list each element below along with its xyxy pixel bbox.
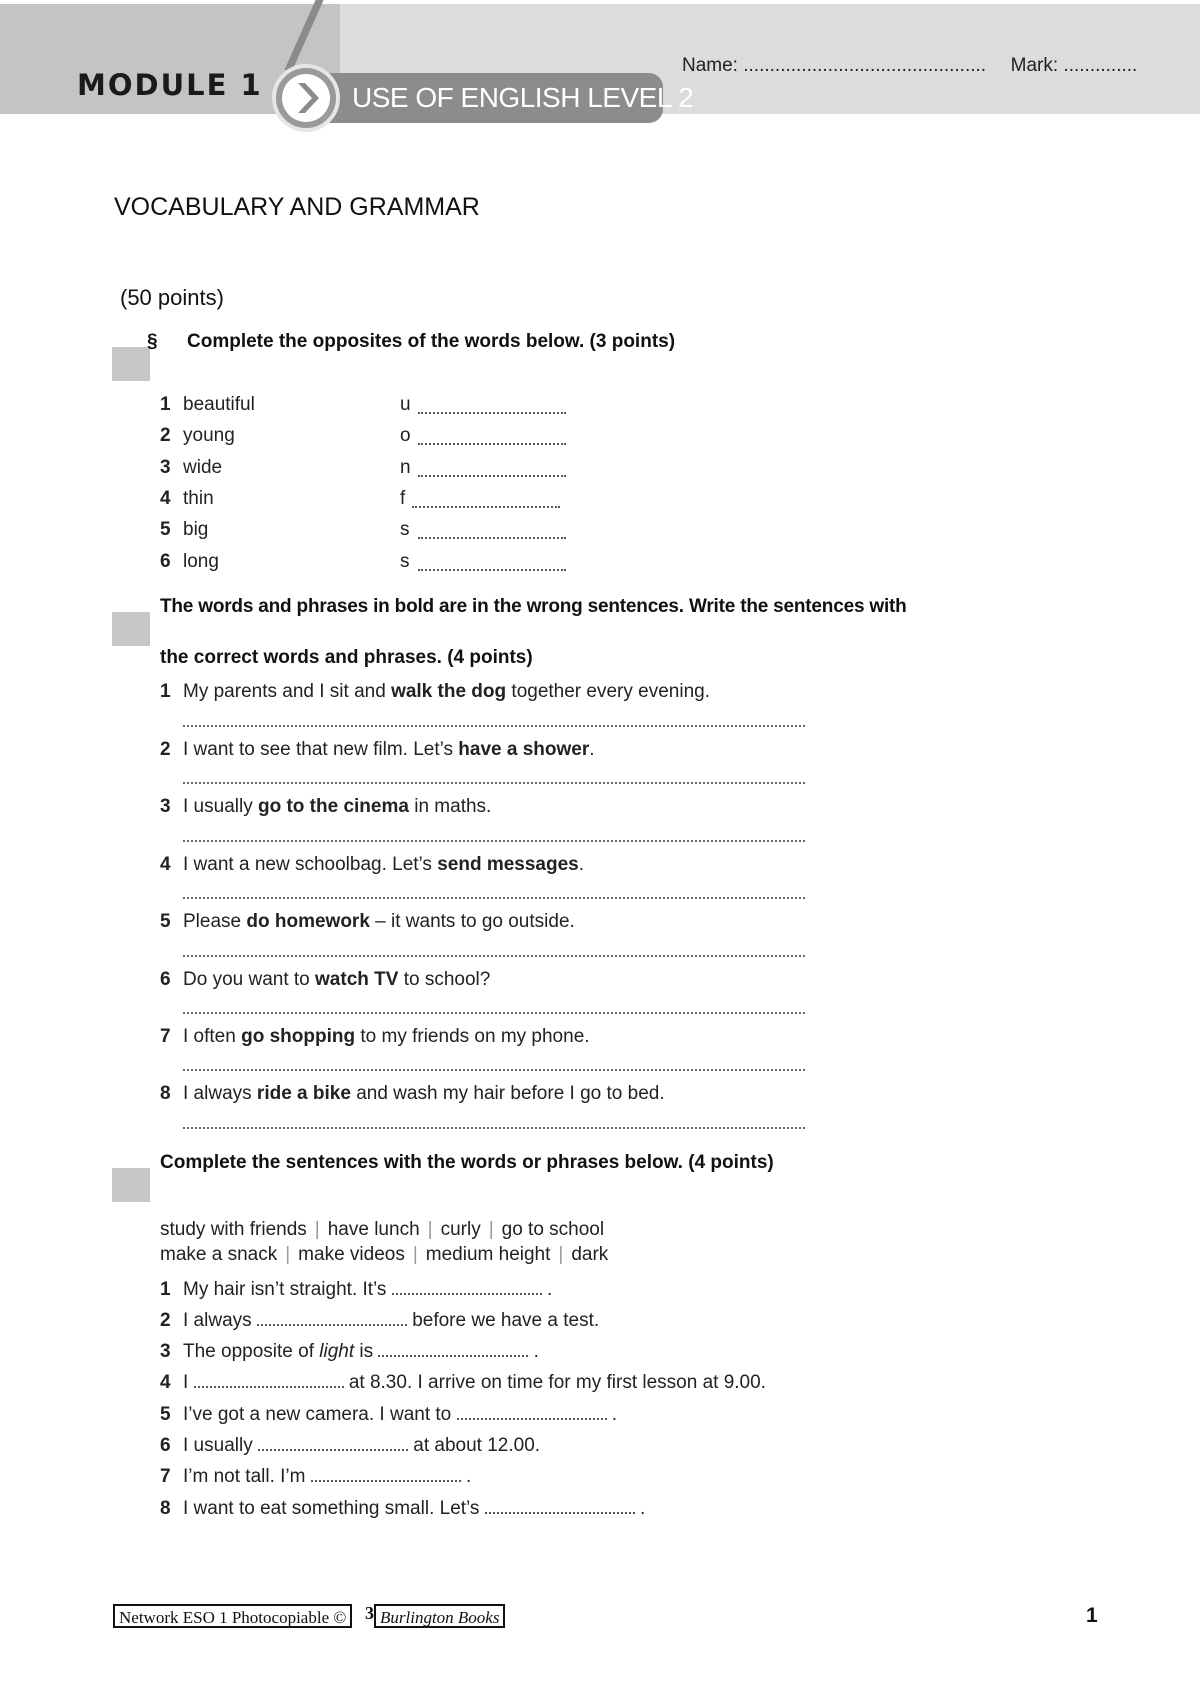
mark-field[interactable]: ..............: [1063, 55, 1138, 76]
exercise-1-bullet: §: [147, 331, 158, 352]
exercise-1-score-box: [112, 347, 150, 381]
answer-blank[interactable]: [418, 398, 566, 414]
footer-mark: 3: [365, 1603, 374, 1623]
answer-blank[interactable]: [418, 555, 566, 571]
chevron-right-icon: [282, 74, 330, 122]
answer-blank[interactable]: [418, 523, 566, 539]
level-title: USE OF ENGLISH LEVEL 2: [352, 82, 694, 113]
footer-copyright: Network ESO 1 Photocopiable ©: [113, 1604, 352, 1628]
answer-line[interactable]: [183, 955, 805, 957]
footer-publisher: Burlington Books: [374, 1604, 505, 1628]
mark-label: Mark:: [1010, 55, 1059, 76]
module-title: MODULE 1: [77, 68, 263, 102]
exercise-2-score-box: [112, 612, 150, 646]
section-points: (50 points): [120, 285, 224, 310]
answer-line[interactable]: [183, 1127, 805, 1129]
answer-blank[interactable]: [311, 1466, 461, 1482]
answer-blank[interactable]: [194, 1372, 344, 1388]
answer-blank[interactable]: [412, 492, 560, 508]
answer-blank[interactable]: [257, 1310, 407, 1326]
name-field[interactable]: ..............................................: [743, 55, 987, 76]
section-title: VOCABULARY AND GRAMMAR: [114, 193, 480, 221]
exercise-2-instruction-line-1: The words and phrases in bold are in the wrong sentences. Write the sentences with: [160, 596, 907, 617]
answer-line[interactable]: [183, 725, 805, 727]
answer-blank[interactable]: [258, 1435, 408, 1451]
answer-line[interactable]: [183, 840, 805, 842]
answer-blank[interactable]: [418, 461, 566, 477]
word-bank-row-1: study with friends | have lunch | curly | go to school: [160, 1219, 605, 1240]
answer-line[interactable]: [183, 782, 805, 784]
exercise-1-instruction: Complete the opposites of the words below. (3 points): [187, 331, 676, 352]
answer-blank[interactable]: [418, 429, 566, 445]
exercise-3-score-box: [112, 1168, 150, 1202]
name-label: Name:: [682, 55, 738, 76]
answer-blank[interactable]: [485, 1498, 635, 1514]
answer-blank[interactable]: [392, 1279, 542, 1295]
answer-line[interactable]: [183, 1069, 805, 1071]
word-bank-row-2: make a snack | make videos | medium height | dark: [160, 1244, 609, 1265]
name-mark-line: [682, 55, 1137, 77]
exercise-3-instruction: Complete the sentences with the words or phrases below. (4 points): [160, 1152, 774, 1173]
answer-line[interactable]: [183, 1012, 805, 1014]
answer-blank[interactable]: [378, 1341, 528, 1357]
exercise-2-instruction-line-2: the correct words and phrases. (4 points): [160, 647, 533, 668]
page-number: 1: [1086, 1604, 1098, 1627]
answer-line[interactable]: [183, 897, 805, 899]
answer-blank[interactable]: [457, 1404, 607, 1420]
